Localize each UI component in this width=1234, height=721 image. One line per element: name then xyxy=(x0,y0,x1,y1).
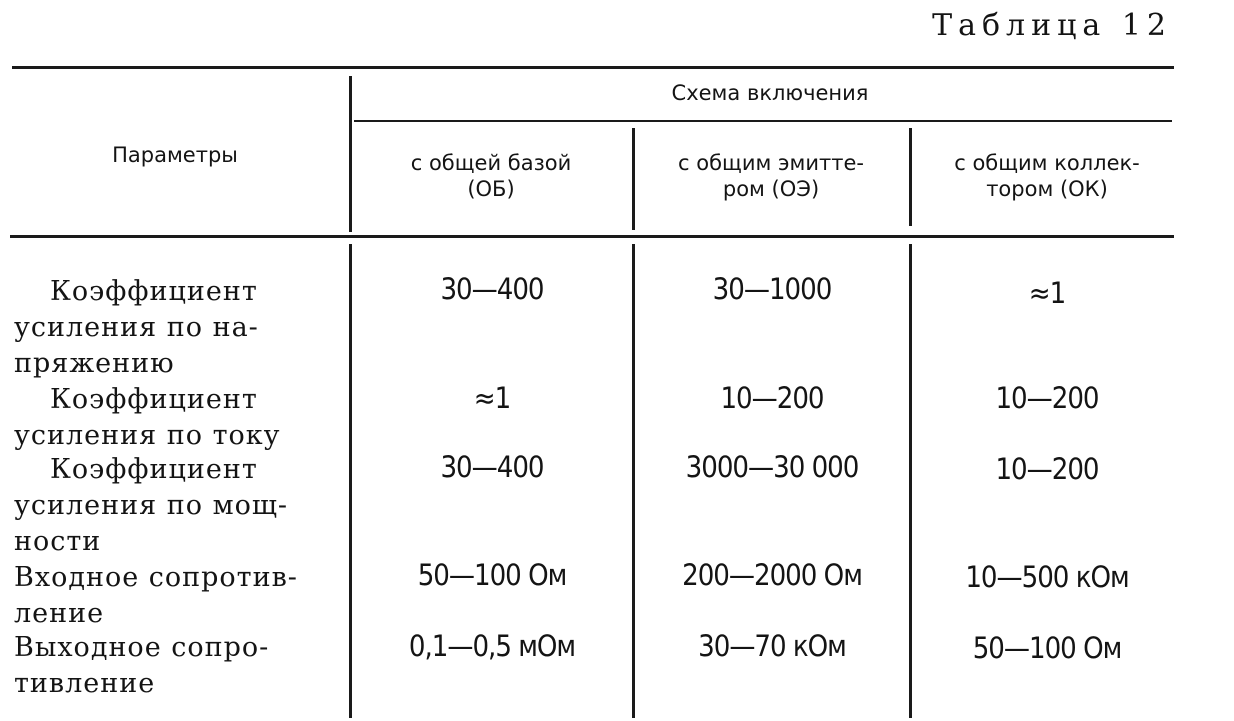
header-column-ob: с общей базой (ОБ) xyxy=(410,151,572,201)
cell-voltage-gain-ob: 30—400 xyxy=(440,272,544,306)
header-column-oe: с общим эмитте- ром (ОЭ) xyxy=(678,151,864,201)
table-caption: Таблица 12 xyxy=(932,8,1172,43)
column-divider-ob xyxy=(632,128,635,230)
column-divider-params xyxy=(349,76,352,232)
row-param-power-gain: Коэффициент усиления по мощ- ности xyxy=(14,454,289,557)
header-bottom-rule xyxy=(10,235,1174,238)
cell-input-resistance-ok: 10—500 кОм xyxy=(965,560,1129,594)
group-rule xyxy=(354,120,1172,122)
row-param-current-gain: Коэффициент усиления по току xyxy=(14,384,281,451)
header-scheme-group: Схема включения xyxy=(671,81,869,105)
cell-power-gain-ok: 10—200 xyxy=(995,452,1099,486)
cell-output-resistance-ob: 0,1—0,5 мОм xyxy=(408,629,576,663)
cell-current-gain-oe: 10—200 xyxy=(720,381,824,415)
cell-power-gain-oe: 3000—30 000 xyxy=(685,450,859,484)
column-divider-oe xyxy=(909,128,912,226)
cell-current-gain-ok: 10—200 xyxy=(995,381,1099,415)
cell-voltage-gain-ok: ≈1 xyxy=(1028,276,1066,310)
cell-power-gain-ob: 30—400 xyxy=(440,450,544,484)
cell-output-resistance-ok: 50—100 Ом xyxy=(972,631,1122,665)
row-param-output-resistance: Выходное сопро- тивление xyxy=(14,632,270,699)
header-parameters: Параметры xyxy=(112,143,238,167)
cell-input-resistance-oe: 200—2000 Ом xyxy=(682,558,862,592)
row-param-input-resistance: Входное сопротив- ление xyxy=(14,562,298,629)
top-rule xyxy=(12,66,1174,69)
cell-voltage-gain-oe: 30—1000 xyxy=(712,272,832,306)
cell-current-gain-ob: ≈1 xyxy=(473,381,511,415)
row-param-voltage-gain: Коэффициент усиления по на- пряжению xyxy=(14,276,259,379)
cell-output-resistance-oe: 30—70 кОм xyxy=(698,629,846,663)
header-column-ok: с общим коллек- тором (ОК) xyxy=(954,151,1140,201)
cell-input-resistance-ob: 50—100 Ом xyxy=(417,558,567,592)
